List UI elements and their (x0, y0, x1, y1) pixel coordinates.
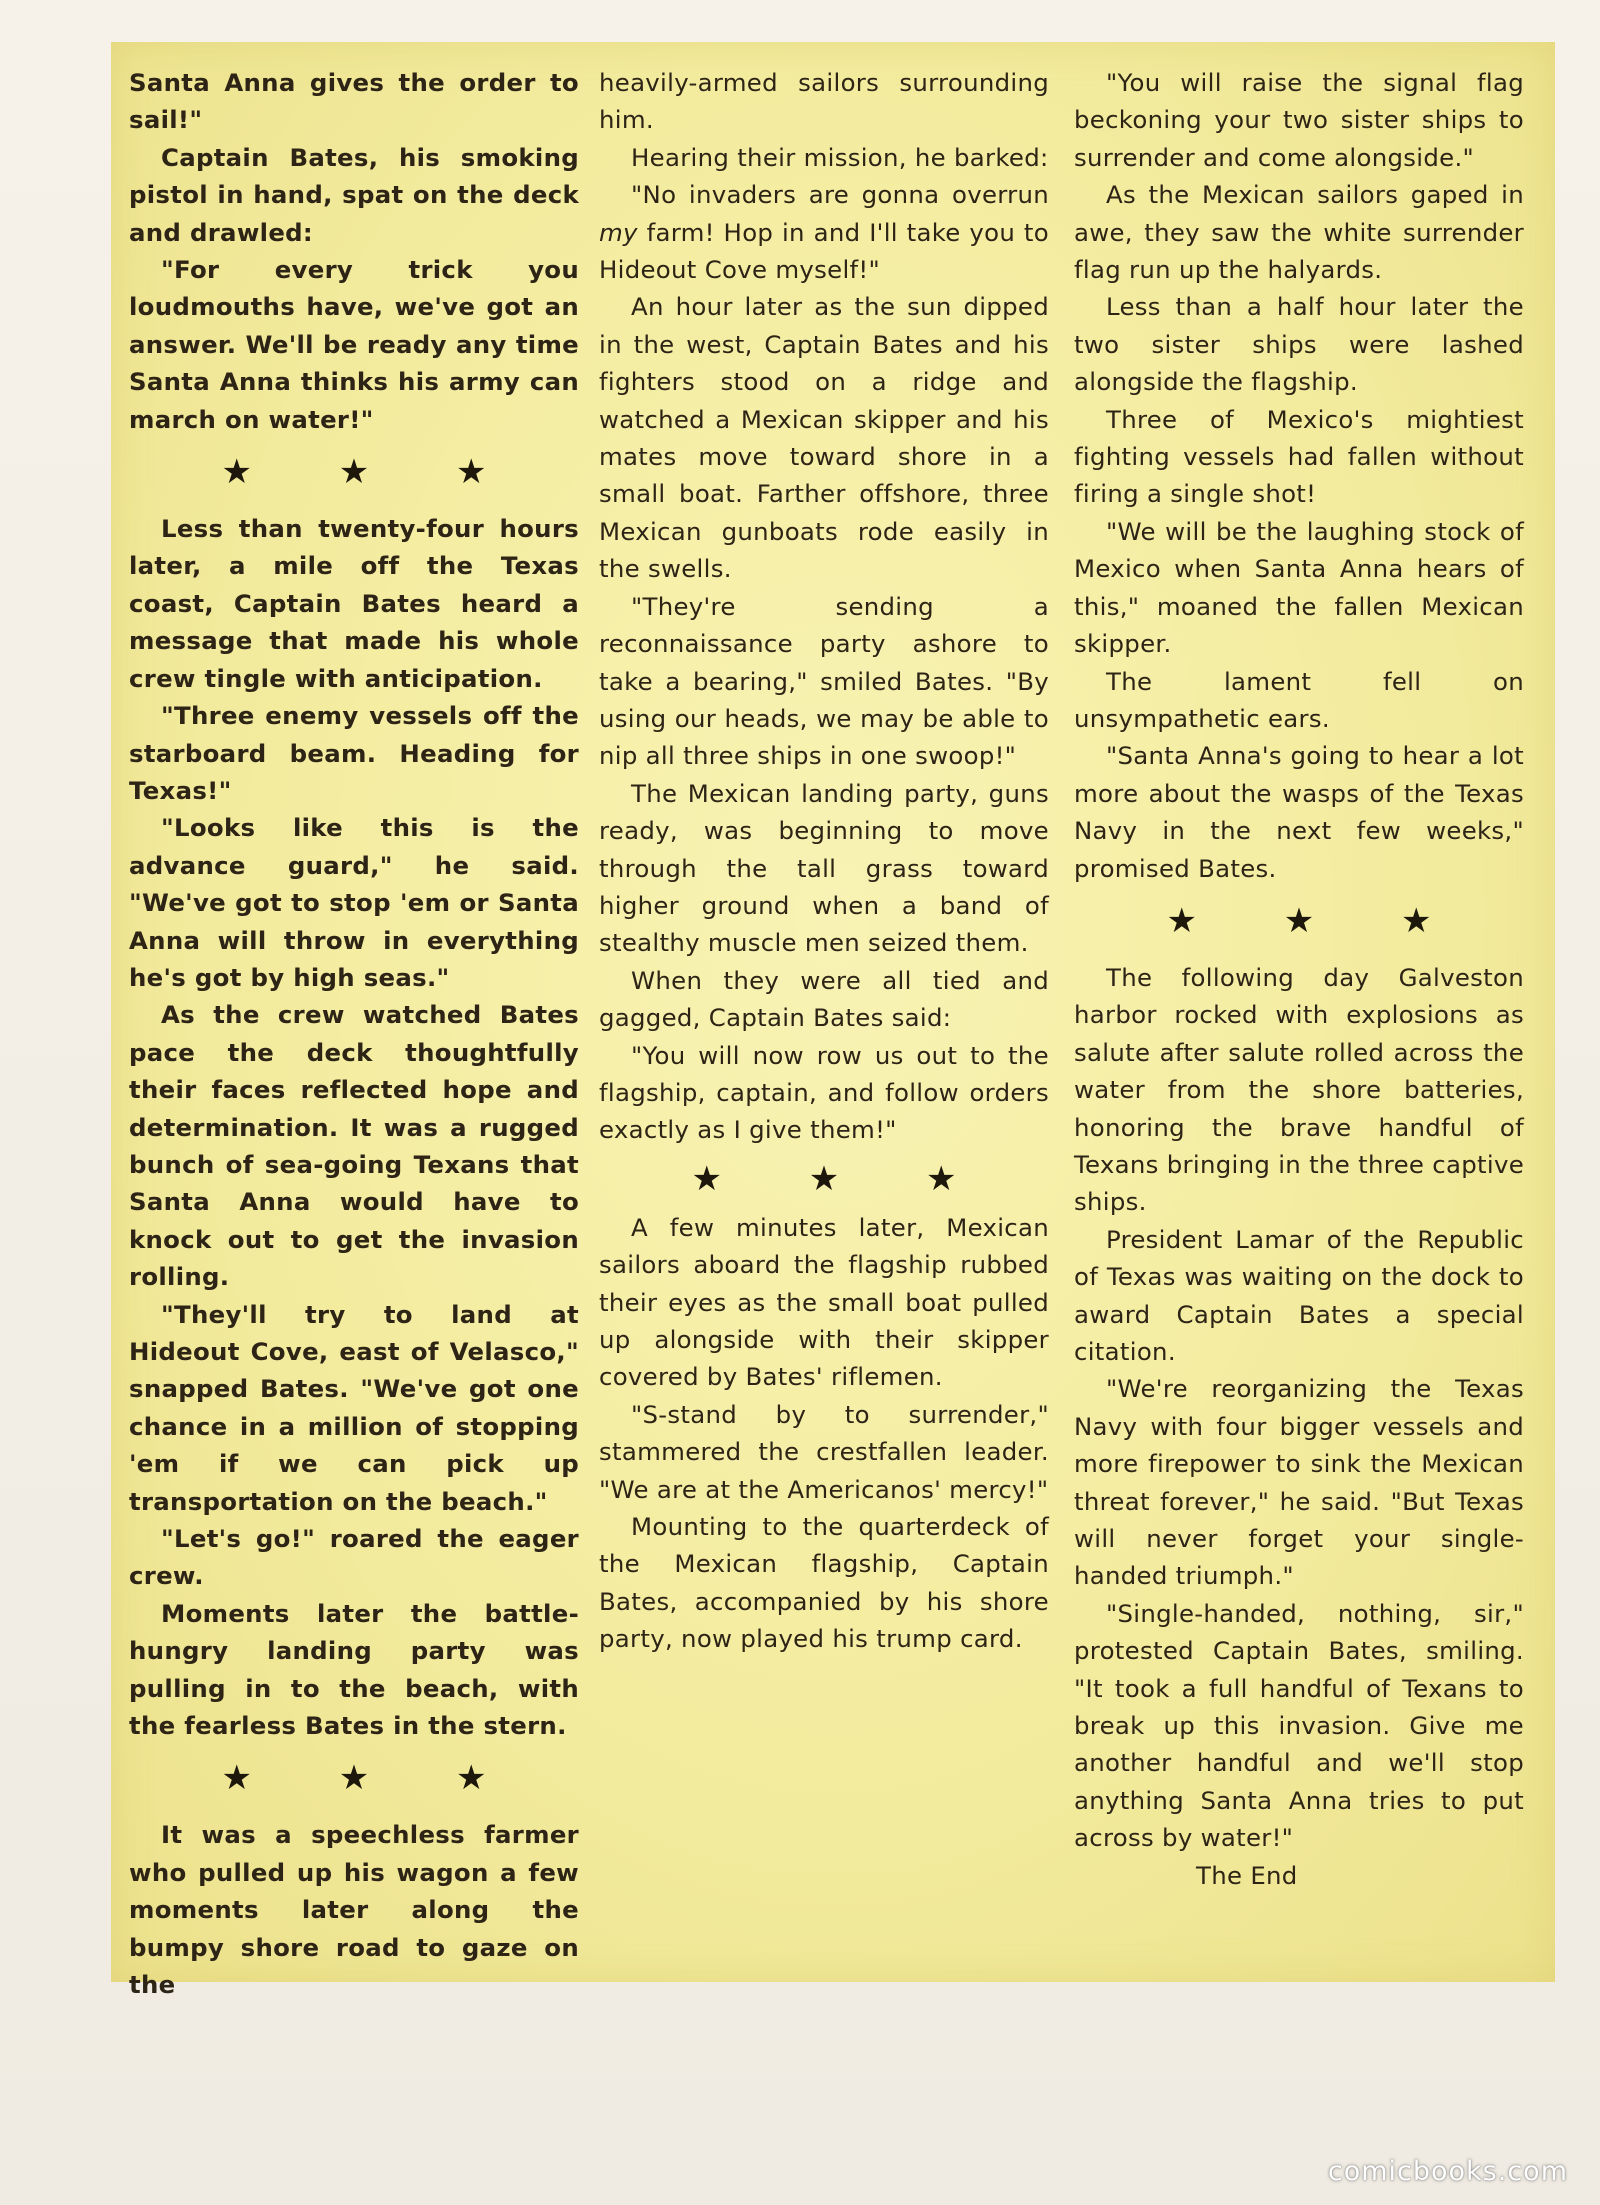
paragraph: "We will be the laughing stock of Mexico when Santa Anna hears of this," moaned the fallen Mexican skipper. (1074, 516, 1524, 659)
section-break-stars: ★ ★ ★ (221, 452, 525, 493)
column-2 (599, 64, 1049, 1658)
paragraph: "Single-handed, nothing, sir," protested Captain Bates, smiling. "It took a full handful of Texans to break up this invasion. Give me another handful and we'll stop anything Santa Anna tries to put across by water!" (1074, 1598, 1524, 1853)
paragraph: As the Mexican sailors gaped in awe, they saw the white surrender flag run up the halyards. (1074, 180, 1524, 285)
paragraph: An hour later as the sun dipped in the west, Captain Bates and his fighters stood on a ridge and watched a Mexican skipper and his mates move toward shore in a small boat. Farther offshore, three Mexican gunboats rode easily in the swells. (599, 292, 1049, 584)
emphasis: my (599, 217, 638, 247)
paragraph: "They'll try to land at Hideout Cove, east of Velasco," snapped Bates. "We've got one chance in a million of stopping 'em if we can pick up transportation on the beach." (129, 1299, 579, 1516)
text-span: "No invaders are gonna overrun (631, 180, 1049, 210)
paragraph: Hearing their mission, he barked: (631, 142, 1049, 172)
paragraph (599, 176, 1049, 288)
the-end-label: The End (1196, 1860, 1298, 1890)
paragraph: Less than twenty-four hours later, a mile off the Texas coast, Captain Bates heard a message that made his whole crew tingle with anticipation. (129, 514, 579, 693)
paragraph: Less than a half hour later the two sister ships were lashed alongside the flagship. (1074, 292, 1524, 397)
paragraph: "You will raise the signal flag beckoning your two sister ships to surrender and come alongside." (1074, 68, 1524, 172)
paragraph: "Santa Anna's going to hear a lot more about the wasps of the Texas Navy in the next few weeks," promised Bates. (1074, 741, 1524, 883)
text-panel (111, 42, 1555, 2000)
paragraph: "Looks like this is the advance guard," he said. "We've got to stop 'em or Santa Anna will throw in everything he's got by high seas." (129, 813, 579, 992)
paragraph: When they were all tied and gagged, Captain Bates said: (599, 965, 1049, 1033)
text-span: farm! Hop in and I'll take you to Hideout Cove myself!" (599, 217, 1049, 285)
paragraph: Mounting to the quarterdeck of the Mexican flagship, Captain Bates, accompanied by his shore party, now played his trump card. (599, 1512, 1049, 1654)
paragraph: Three of Mexico's mightiest fighting vessels had fallen without firing a single shot! (1074, 404, 1524, 509)
paragraph: The following day Galveston harbor rocked with explosions as salute after salute rolled across the water from the shore batteries, honoring the brave handful of Texans bringing in the three captive ships. (1074, 962, 1524, 1217)
section-break-stars: ★ ★ ★ (221, 1758, 525, 1799)
paragraph: The Mexican landing party, guns ready, was beginning to move through the tall grass toward higher ground when a band of stealthy muscle men seized them. (599, 778, 1049, 958)
column-1 (129, 64, 579, 2004)
paragraph: Moments later the battle-hungry landing party was pulling in to the beach, with the fearless Bates in the stern. (129, 1598, 579, 1741)
paragraph: "We're reorganizing the Texas Navy with four bigger vessels and more firepower to sink the Mexican threat forever," he said. "But Texas will never forget your single-handed triumph." (1074, 1374, 1524, 1591)
section-break-stars: ★ ★ ★ (691, 1158, 995, 1199)
paragraph: "You will now row us out to the flagship, captain, and follow orders exactly as I give them!" (599, 1040, 1049, 1145)
paragraph: "For every trick you loudmouths have, we've got an answer. We'll be ready any time Santa Anna thinks his army can march on water!" (129, 255, 579, 434)
column-3 (1074, 64, 1524, 1894)
paragraph: "They're sending a reconnaissance party ashore to take a bearing," smiled Bates. "By using our heads, we may be able to nip all three ships in one swoop!" (599, 591, 1049, 771)
paragraph: The lament fell on unsympathetic ears. (1074, 666, 1524, 733)
paragraph: President Lamar of the Republic of Texas was waiting on the dock to award Captain Bates a special citation. (1074, 1224, 1524, 1366)
paragraph: A few minutes later, Mexican sailors aboard the flagship rubbed their eyes as the small boat pulled up alongside with their skipper covered by Bates' riflemen. (599, 1212, 1049, 1392)
paragraph: It was a speechless farmer who pulled up his wagon a few moments later along the bumpy shore road to gaze on the (129, 1820, 579, 2000)
section-break-stars: ★ ★ ★ (1166, 900, 1470, 941)
paragraph: Santa Anna gives the order to sail!" (129, 68, 579, 135)
paragraph: As the crew watched Bates pace the deck thoughtfully their faces reflected hope and determination. It was a rugged bunch of sea-going Texans that Santa Anna would have to knock out to get the invasion rolling. (129, 1000, 579, 1292)
watermark: comicbooks.com (1327, 2156, 1568, 2187)
paragraph: "Let's go!" roared the eager crew. (129, 1524, 579, 1591)
paragraph: "S-stand by to surrender," stammered the crestfallen leader. "We are at the Americanos' mercy!" (599, 1399, 1049, 1504)
paragraph: Captain Bates, his smoking pistol in hand, spat on the deck and drawled: (129, 142, 579, 247)
paragraph: heavily-armed sailors surrounding him. (599, 68, 1049, 135)
paragraph: "Three enemy vessels off the starboard beam. Heading for Texas!" (129, 701, 579, 805)
